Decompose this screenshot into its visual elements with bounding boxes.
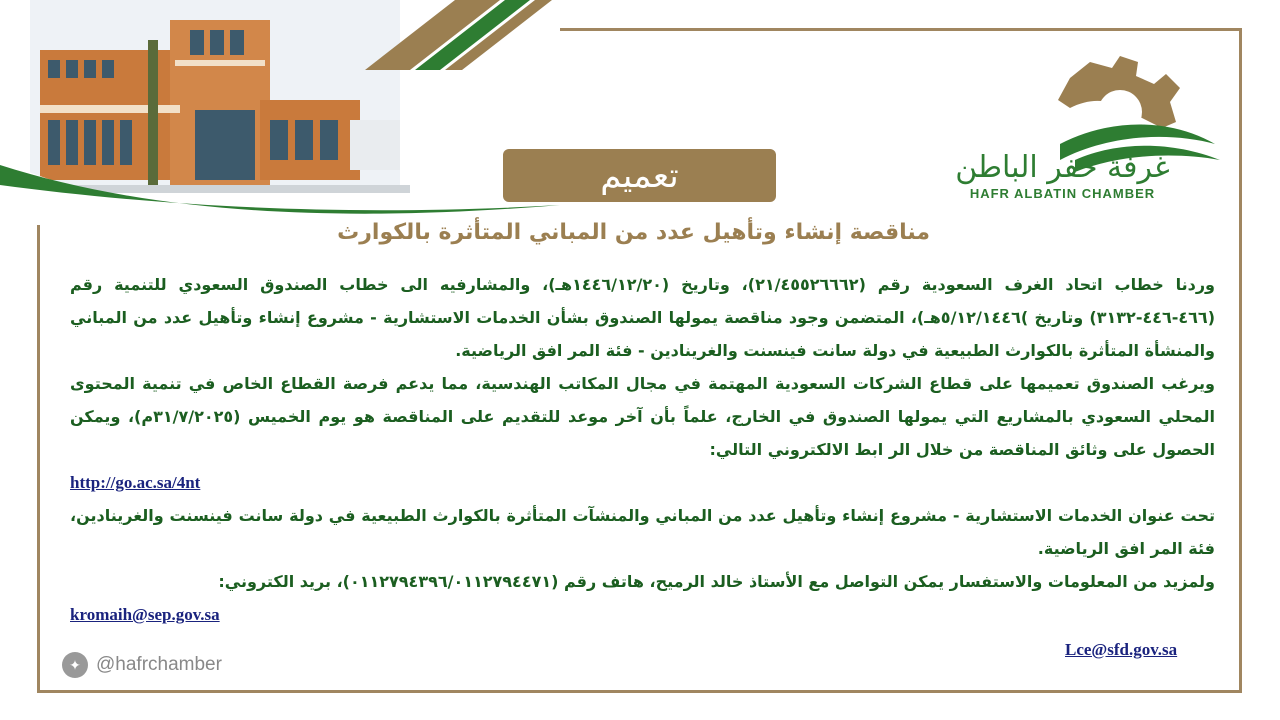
paragraph-under-title: تحت عنوان الخدمات الاستشارية - مشروع إنشاء وتأهيل عدد من المباني والمنشآت المتأثرة بالكوارث الطبيعية في دولة سانت فينسنت والغرينادين، فئة المر افق الرياضية. xyxy=(70,506,1215,558)
tender-link-line xyxy=(70,466,1215,499)
email-line-2 xyxy=(1065,640,1177,660)
tender-link[interactable]: http://go.ac.sa/4nt xyxy=(70,473,201,492)
email-line-1 xyxy=(70,598,1215,631)
logo-arabic-name: غرفة حفر الباطن xyxy=(955,150,1170,185)
paragraph-contact: ولمزيد من المعلومات والاستفسار يمكن التواصل مع الأستاذ خالد الرميح، هاتف رقم (٠١١٢٧٩٤٣٩٦/٠١١٢٧٩٤٤٧١)، بريد الكتروني: xyxy=(218,572,1215,591)
paragraph-details: ويرغب الصندوق تعميمها على قطاع الشركات السعودية المهتمة في مجال المكاتب الهندسية، مما يدعم فرصة القطاع الخاص في تنمية المحتوى المحلي السعودي بالمشاريع التي يمولها الصندوق في الخارج، علماً بأن آخر موعد للتقديم على المناقصة هو يوم الخميس (٣١/٧/٢٠٢٥م)، ويمكن الحصول على وثائق المناقصة من خلال الر ابط الالكتروني التالي: xyxy=(70,374,1215,459)
announcement-badge xyxy=(503,149,776,202)
page-title: مناقصة إنشاء وتأهيل عدد من المباني المتأثرة بالكوارث xyxy=(337,220,930,245)
chamber-building-image xyxy=(0,0,560,225)
twitter-bird-icon: ✦ xyxy=(62,652,88,678)
social-handle-text: @hafrchamber xyxy=(96,654,222,675)
email-link-1[interactable]: kromaih@sep.gov.sa xyxy=(70,605,220,624)
email-link-2[interactable]: Lce@sfd.gov.sa xyxy=(1065,640,1178,659)
paragraph-intro: وردنا خطاب اتحاد الغرف السعودية رقم (٢١/٤٥٥٢٦٦٦٢)، وتاريخ (١٤٤٦/١٢/٢٠هـ)، والمشارفيه الى خطاب الصندوق السعودي للتنمية رقم (٤٦٦-٤٤٦-٣١٣٢) وتاريخ )٥/١٢/١٤٤٦هـ)، المتضمن وجود مناقصة يمولها الصندوق بشأن الخدمات الاستشارية - مشروع إنشاء وتأهيل عدد من المباني والمنشأة المتأثرة بالكوارث الطبيعية في دولة سانت فينسنت والغرينادين - فئة المر افق الرياضية. xyxy=(70,275,1215,360)
announcement-badge-label: تعميم xyxy=(600,155,679,196)
logo-english-name: HAFR ALBATIN CHAMBER xyxy=(969,186,1156,201)
announcement-body xyxy=(70,268,1215,631)
social-handle[interactable] xyxy=(62,652,222,678)
